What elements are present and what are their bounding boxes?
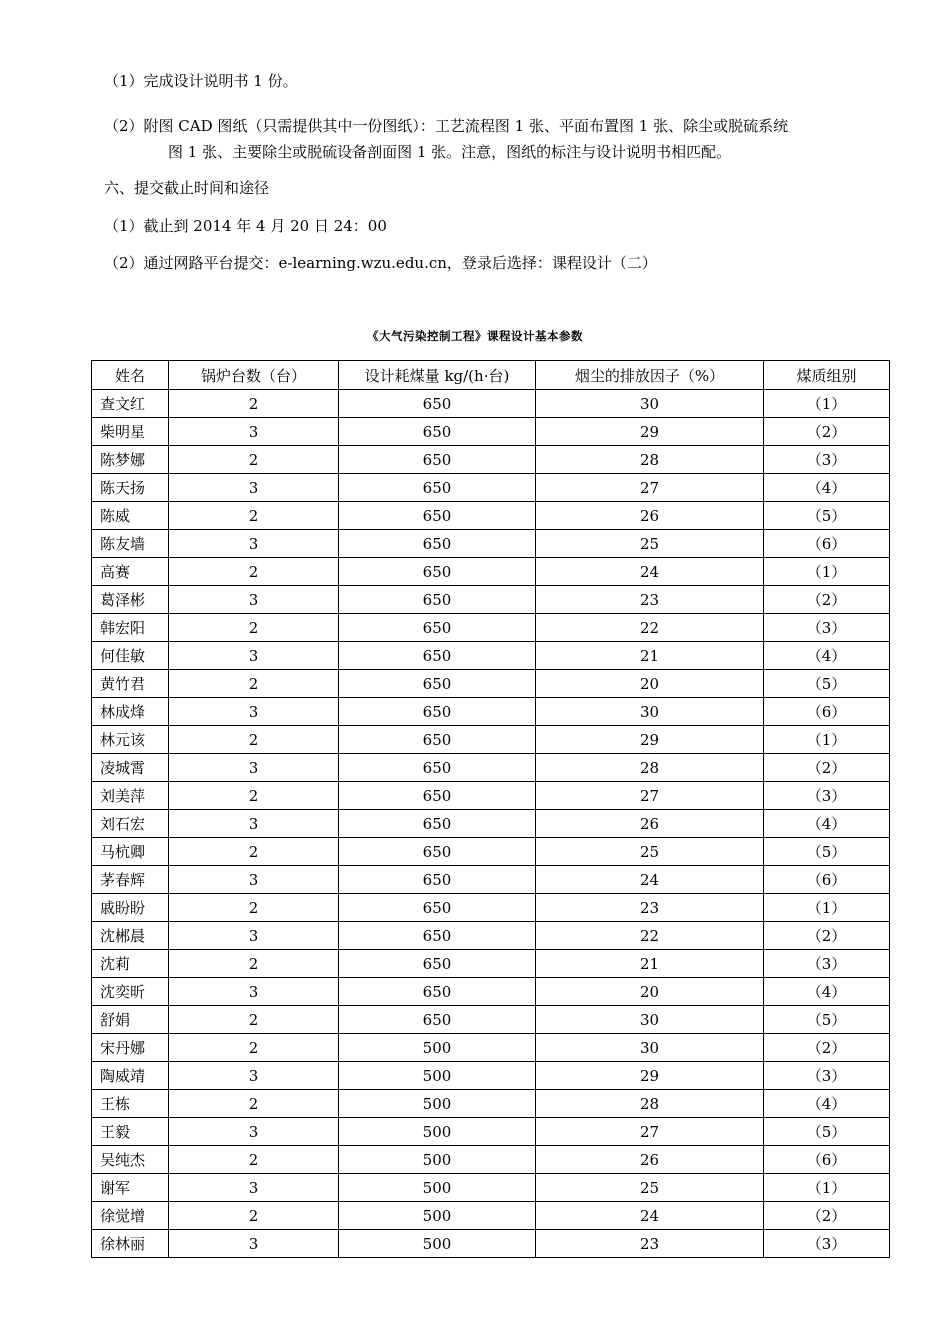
cell-coal-group: （2） <box>764 418 890 446</box>
cell-coal-consumption: 650 <box>339 502 536 530</box>
cell-coal-group: （4） <box>764 978 890 1006</box>
cell-coal-consumption: 650 <box>339 418 536 446</box>
cell-name: 谢军 <box>92 1174 169 1202</box>
cell-coal-consumption: 650 <box>339 670 536 698</box>
cell-coal-group: （3） <box>764 446 890 474</box>
cell-dust-emission-factor: 24 <box>536 1202 764 1230</box>
table-row <box>92 698 890 726</box>
item-2-cad-drawings-cont: 图 1 张、主要除尘或脱硫设备剖面图 1 张。注意，图纸的标注与设计说明书相匹配。 <box>168 143 732 161</box>
cell-coal-group: （3） <box>764 614 890 642</box>
cell-boiler-count: 2 <box>169 1090 339 1118</box>
cell-coal-consumption: 650 <box>339 894 536 922</box>
cell-name: 徐觉增 <box>92 1202 169 1230</box>
cell-boiler-count: 3 <box>169 1174 339 1202</box>
header-coal-group: 煤质组别 <box>764 361 890 390</box>
cell-dust-emission-factor: 30 <box>536 1034 764 1062</box>
header-name: 姓名 <box>92 361 169 390</box>
cell-boiler-count: 3 <box>169 754 339 782</box>
cell-coal-group: （2） <box>764 754 890 782</box>
table-row <box>92 838 890 866</box>
cell-name: 林元该 <box>92 726 169 754</box>
table-row <box>92 950 890 978</box>
cell-dust-emission-factor: 27 <box>536 782 764 810</box>
cell-boiler-count: 3 <box>169 922 339 950</box>
cell-dust-emission-factor: 26 <box>536 1146 764 1174</box>
cell-coal-consumption: 650 <box>339 698 536 726</box>
header-boiler-count: 锅炉台数（台） <box>169 361 339 390</box>
table-row <box>92 1174 890 1202</box>
table-row <box>92 474 890 502</box>
cell-coal-group: （3） <box>764 782 890 810</box>
cell-boiler-count: 3 <box>169 866 339 894</box>
cell-coal-group: （1） <box>764 726 890 754</box>
cell-dust-emission-factor: 29 <box>536 726 764 754</box>
cell-name: 陶威靖 <box>92 1062 169 1090</box>
cell-boiler-count: 2 <box>169 1202 339 1230</box>
table-row <box>92 642 890 670</box>
cell-coal-consumption: 500 <box>339 1118 536 1146</box>
cell-coal-consumption: 650 <box>339 446 536 474</box>
section-6-heading: 六、提交截止时间和途径 <box>104 179 270 197</box>
cell-boiler-count: 2 <box>169 950 339 978</box>
cell-name: 沈奕昕 <box>92 978 169 1006</box>
cell-name: 凌城霄 <box>92 754 169 782</box>
table-row <box>92 866 890 894</box>
cell-coal-consumption: 500 <box>339 1202 536 1230</box>
table-row <box>92 894 890 922</box>
cell-name: 何佳敏 <box>92 642 169 670</box>
cell-boiler-count: 3 <box>169 642 339 670</box>
cell-name: 宋丹娜 <box>92 1034 169 1062</box>
table-row <box>92 782 890 810</box>
cell-boiler-count: 2 <box>169 894 339 922</box>
table-row <box>92 726 890 754</box>
cell-coal-group: （5） <box>764 838 890 866</box>
table-row <box>92 446 890 474</box>
cell-dust-emission-factor: 22 <box>536 922 764 950</box>
cell-name: 徐林丽 <box>92 1230 169 1258</box>
cell-coal-group: （2） <box>764 1202 890 1230</box>
cell-boiler-count: 3 <box>169 978 339 1006</box>
table-header-row <box>92 361 890 390</box>
cell-name: 陈梦娜 <box>92 446 169 474</box>
cell-boiler-count: 3 <box>169 1230 339 1258</box>
cell-coal-group: （2） <box>764 1034 890 1062</box>
cell-coal-consumption: 650 <box>339 866 536 894</box>
table-row <box>92 1230 890 1258</box>
table-row <box>92 810 890 838</box>
cell-coal-consumption: 500 <box>339 1174 536 1202</box>
table-row <box>92 1118 890 1146</box>
cell-dust-emission-factor: 28 <box>536 754 764 782</box>
cell-coal-consumption: 500 <box>339 1230 536 1258</box>
cell-coal-group: （6） <box>764 698 890 726</box>
cell-dust-emission-factor: 29 <box>536 1062 764 1090</box>
cell-dust-emission-factor: 20 <box>536 978 764 1006</box>
cell-name: 舒娟 <box>92 1006 169 1034</box>
cell-coal-consumption: 650 <box>339 782 536 810</box>
cell-coal-consumption: 500 <box>339 1034 536 1062</box>
cell-boiler-count: 3 <box>169 530 339 558</box>
cell-name: 黄竹君 <box>92 670 169 698</box>
table-row <box>92 922 890 950</box>
cell-coal-group: （4） <box>764 810 890 838</box>
cell-boiler-count: 2 <box>169 782 339 810</box>
cell-name: 柴明星 <box>92 418 169 446</box>
cell-coal-group: （1） <box>764 894 890 922</box>
cell-dust-emission-factor: 24 <box>536 866 764 894</box>
cell-coal-consumption: 650 <box>339 838 536 866</box>
cell-dust-emission-factor: 26 <box>536 810 764 838</box>
cell-dust-emission-factor: 28 <box>536 446 764 474</box>
cell-name: 王栋 <box>92 1090 169 1118</box>
cell-coal-group: （2） <box>764 586 890 614</box>
cell-coal-group: （1） <box>764 390 890 418</box>
cell-name: 韩宏阳 <box>92 614 169 642</box>
cell-dust-emission-factor: 21 <box>536 950 764 978</box>
table-row <box>92 978 890 1006</box>
table-row <box>92 418 890 446</box>
cell-coal-consumption: 650 <box>339 726 536 754</box>
cell-dust-emission-factor: 30 <box>536 698 764 726</box>
cell-coal-consumption: 650 <box>339 530 536 558</box>
cell-dust-emission-factor: 22 <box>536 614 764 642</box>
cell-coal-group: （6） <box>764 530 890 558</box>
cell-dust-emission-factor: 23 <box>536 894 764 922</box>
cell-coal-consumption: 650 <box>339 390 536 418</box>
cell-boiler-count: 3 <box>169 474 339 502</box>
cell-name: 王毅 <box>92 1118 169 1146</box>
table-row <box>92 754 890 782</box>
cell-name: 马杭卿 <box>92 838 169 866</box>
table-caption: 《大气污染控制工程》课程设计基本参数 <box>367 329 583 343</box>
cell-coal-group: （5） <box>764 502 890 530</box>
cell-coal-group: （4） <box>764 1090 890 1118</box>
cell-dust-emission-factor: 25 <box>536 530 764 558</box>
cell-name: 查文红 <box>92 390 169 418</box>
cell-coal-group: （4） <box>764 642 890 670</box>
table-row <box>92 1090 890 1118</box>
cell-boiler-count: 3 <box>169 418 339 446</box>
cell-coal-group: （6） <box>764 866 890 894</box>
cell-name: 高赛 <box>92 558 169 586</box>
cell-name: 刘石宏 <box>92 810 169 838</box>
cell-dust-emission-factor: 21 <box>536 642 764 670</box>
cell-name: 沈莉 <box>92 950 169 978</box>
cell-boiler-count: 2 <box>169 1146 339 1174</box>
cell-dust-emission-factor: 28 <box>536 1090 764 1118</box>
cell-coal-consumption: 650 <box>339 474 536 502</box>
submission-item: （2）通过网路平台提交：e-learning.wzu.edu.cn，登录后选择：课程设计（二） <box>104 254 657 272</box>
table-row <box>92 614 890 642</box>
cell-name: 陈天扬 <box>92 474 169 502</box>
cell-coal-group: （5） <box>764 1006 890 1034</box>
cell-dust-emission-factor: 23 <box>536 586 764 614</box>
cell-dust-emission-factor: 23 <box>536 1230 764 1258</box>
item-2-cad-drawings: （2）附图 CAD 图纸（只需提供其中一份图纸）：工艺流程图 1 张、平面布置图 1 张、除尘或脱硫系统 <box>104 117 789 135</box>
cell-coal-group: （1） <box>764 558 890 586</box>
cell-boiler-count: 2 <box>169 726 339 754</box>
table-row <box>92 586 890 614</box>
cell-name: 陈威 <box>92 502 169 530</box>
cell-boiler-count: 2 <box>169 1034 339 1062</box>
cell-name: 刘美萍 <box>92 782 169 810</box>
cell-boiler-count: 3 <box>169 586 339 614</box>
table-row <box>92 558 890 586</box>
cell-name: 茅春辉 <box>92 866 169 894</box>
cell-dust-emission-factor: 25 <box>536 1174 764 1202</box>
deadline-item: （1）截止到 2014 年 4 月 20 日 24：00 <box>104 217 387 235</box>
cell-dust-emission-factor: 26 <box>536 502 764 530</box>
cell-coal-consumption: 650 <box>339 1006 536 1034</box>
cell-boiler-count: 2 <box>169 502 339 530</box>
cell-coal-consumption: 650 <box>339 586 536 614</box>
parameters-table <box>91 360 890 1258</box>
cell-boiler-count: 3 <box>169 810 339 838</box>
cell-coal-group: （5） <box>764 1118 890 1146</box>
cell-boiler-count: 2 <box>169 838 339 866</box>
cell-coal-consumption: 650 <box>339 978 536 1006</box>
cell-boiler-count: 2 <box>169 1006 339 1034</box>
item-1-design-manual: （1）完成设计说明书 1 份。 <box>104 72 298 90</box>
cell-dust-emission-factor: 30 <box>536 390 764 418</box>
cell-coal-group: （3） <box>764 950 890 978</box>
table-row <box>92 530 890 558</box>
cell-dust-emission-factor: 30 <box>536 1006 764 1034</box>
cell-boiler-count: 3 <box>169 1062 339 1090</box>
table-row <box>92 1062 890 1090</box>
cell-coal-consumption: 650 <box>339 754 536 782</box>
cell-coal-group: （1） <box>764 1174 890 1202</box>
table-row <box>92 1202 890 1230</box>
cell-dust-emission-factor: 27 <box>536 1118 764 1146</box>
cell-name: 吴纯杰 <box>92 1146 169 1174</box>
cell-coal-group: （6） <box>764 1146 890 1174</box>
cell-dust-emission-factor: 29 <box>536 418 764 446</box>
cell-coal-consumption: 650 <box>339 642 536 670</box>
cell-dust-emission-factor: 25 <box>536 838 764 866</box>
cell-coal-group: （4） <box>764 474 890 502</box>
cell-dust-emission-factor: 24 <box>536 558 764 586</box>
cell-dust-emission-factor: 20 <box>536 670 764 698</box>
cell-boiler-count: 2 <box>169 390 339 418</box>
header-coal-consumption: 设计耗煤量 kg/(h·台) <box>339 361 536 390</box>
table-row <box>92 1006 890 1034</box>
cell-coal-consumption: 500 <box>339 1062 536 1090</box>
cell-coal-group: （3） <box>764 1230 890 1258</box>
cell-boiler-count: 2 <box>169 670 339 698</box>
table-body <box>92 390 890 1258</box>
cell-coal-consumption: 650 <box>339 950 536 978</box>
cell-dust-emission-factor: 27 <box>536 474 764 502</box>
cell-boiler-count: 2 <box>169 446 339 474</box>
table-row <box>92 1034 890 1062</box>
cell-coal-group: （2） <box>764 922 890 950</box>
table-row <box>92 670 890 698</box>
cell-name: 戚盼盼 <box>92 894 169 922</box>
cell-coal-consumption: 650 <box>339 810 536 838</box>
cell-coal-consumption: 650 <box>339 614 536 642</box>
table-row <box>92 1146 890 1174</box>
table-row <box>92 390 890 418</box>
cell-coal-group: （5） <box>764 670 890 698</box>
header-dust-emission-factor: 烟尘的排放因子（%） <box>536 361 764 390</box>
cell-name: 林成烽 <box>92 698 169 726</box>
cell-name: 沈郴晨 <box>92 922 169 950</box>
cell-boiler-count: 2 <box>169 558 339 586</box>
cell-coal-consumption: 500 <box>339 1146 536 1174</box>
table-row <box>92 502 890 530</box>
cell-coal-group: （3） <box>764 1062 890 1090</box>
cell-boiler-count: 3 <box>169 698 339 726</box>
cell-coal-consumption: 500 <box>339 1090 536 1118</box>
cell-name: 陈友墙 <box>92 530 169 558</box>
cell-coal-consumption: 650 <box>339 558 536 586</box>
cell-boiler-count: 2 <box>169 614 339 642</box>
cell-name: 葛泽彬 <box>92 586 169 614</box>
cell-coal-consumption: 650 <box>339 922 536 950</box>
cell-boiler-count: 3 <box>169 1118 339 1146</box>
